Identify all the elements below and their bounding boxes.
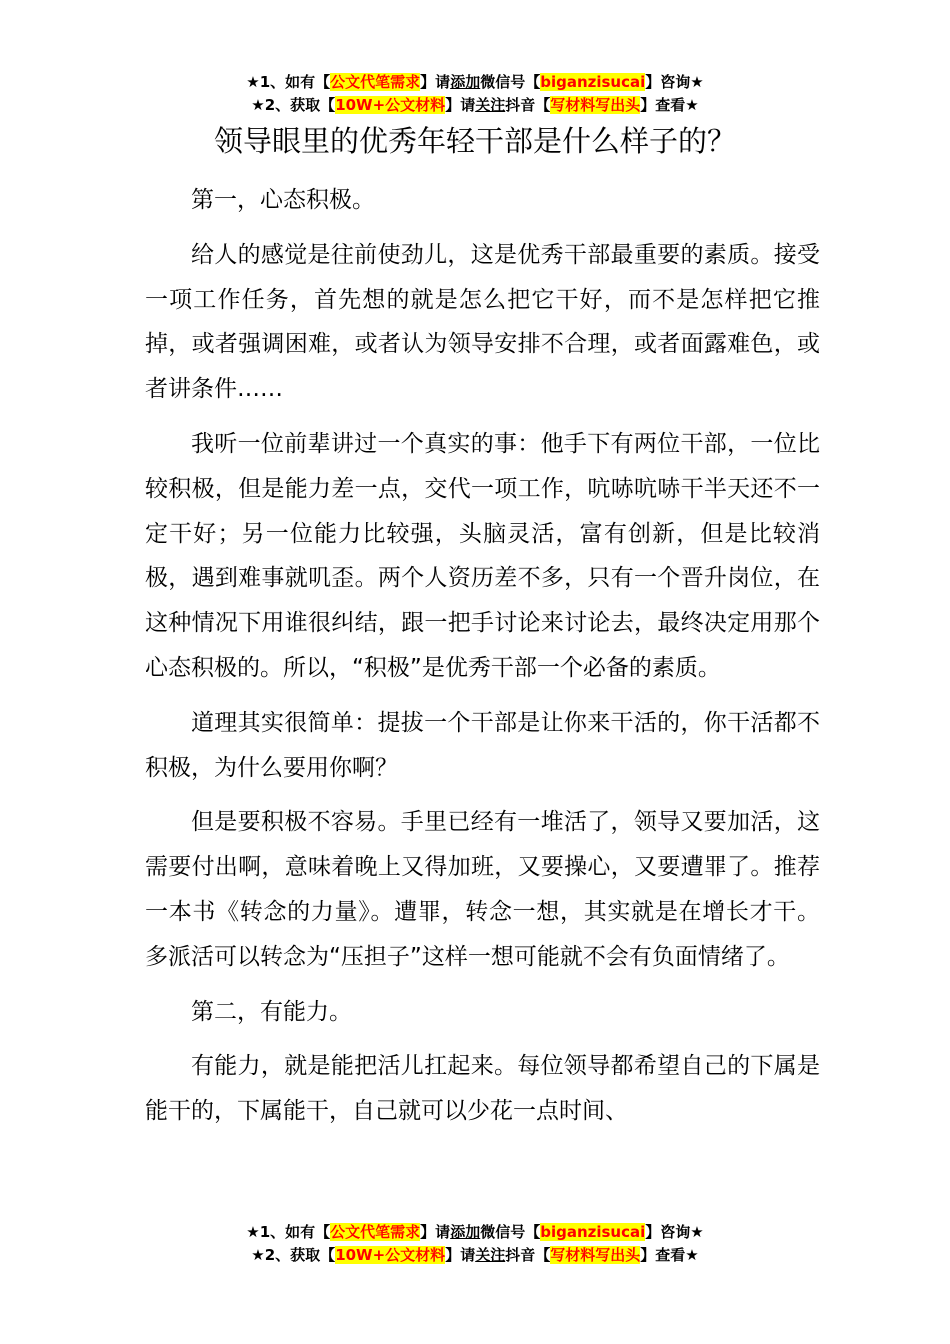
header-banner-line-1 [0, 72, 950, 92]
banner-text: 】请 [445, 1246, 476, 1264]
section-heading: 第二，有能力。 [191, 998, 352, 1025]
paragraph: 我听一位前辈讲过一个真实的事：他手下有两位干部，一位比较积极，但是能力差一点，交代一项工作，吭哧吭哧干半天还不一定干好；另一位能力比较强，头脑灵活，富有创新，但是比较消极，遇到难事就叽歪。两个人资历差不多，只有一个晋升岗位，在这种情况下用谁很纠结，跟一把手讨论来讨论去，最终决定用那个心态积极的。所以，“积极”是优秀干部一个必备的素质。 [145, 430, 820, 681]
banner-text: 】查看★ [640, 96, 699, 114]
document-body [145, 178, 820, 1134]
footer-banner-line-2 [0, 1245, 950, 1265]
paragraph: 但是要积极不容易。手里已经有一堆活了，领导又要加活，这需要付出啊，意味着晚上又得加班，又要操心，又要遭罪了。推荐一本书《转念的力量》。遭罪，转念一想，其实就是在增长才干。多派活可以转念为“压担子”这样一想可能就不会有负面情绪了。 [145, 809, 820, 970]
banner-underlined-text: 关注 [475, 96, 506, 114]
banner-text: 】咨询★ [645, 1223, 704, 1241]
banner-text: 微信号【 [480, 1223, 541, 1241]
banner-underlined-text: 关注 [475, 1246, 506, 1264]
footer-banner-line-1 [0, 1222, 950, 1242]
banner-text: 】请 [445, 96, 476, 114]
paragraph: 道理其实很简单：提拔一个干部是让你来干活的，你干活都不积极，为什么要用你啊？ [145, 709, 820, 781]
banner-text: 抖音【 [505, 1246, 551, 1264]
paragraph: 给人的感觉是往前使劲儿，这是优秀干部最重要的素质。接受一项工作任务，首先想的就是怎么把它干好，而不是怎样把它推掉，或者强调困难，或者认为领导安排不合理，或者面露难色，或者讲条件…… [145, 241, 820, 403]
banner-highlight-service: 公文代笔需求 [330, 1223, 421, 1241]
paragraph: 有能力，就是能把活儿扛起来。每位领导都希望自己的下属是能干的，下属能干，自己就可以少花一点时间、 [145, 1053, 820, 1125]
banner-highlight-wechat-id: biganzisucai [540, 73, 646, 91]
banner-text: ★1、如有【 [246, 73, 331, 91]
banner-text: 】咨询★ [645, 73, 704, 91]
banner-text: 抖音【 [505, 96, 551, 114]
banner-text: 】请 [420, 73, 451, 91]
banner-highlight-douyin-account: 写材料写出头 [550, 96, 641, 114]
header-banner-line-2 [0, 95, 950, 115]
banner-highlight-service: 公文代笔需求 [330, 73, 421, 91]
banner-text: ★2、获取【 [251, 96, 336, 114]
banner-underlined-text: 添加 [450, 73, 481, 91]
banner-highlight-materials: 10W+公文材料 [335, 1246, 446, 1264]
banner-highlight-douyin-account: 写材料写出头 [550, 1246, 641, 1264]
banner-text: 微信号【 [480, 73, 541, 91]
section-heading: 第一，心态积极。 [191, 187, 375, 213]
banner-text: ★1、如有【 [246, 1223, 331, 1241]
banner-text: 】查看★ [640, 1246, 699, 1264]
banner-underlined-text: 添加 [450, 1223, 481, 1241]
banner-highlight-materials: 10W+公文材料 [335, 96, 446, 114]
banner-text: 】请 [420, 1223, 451, 1241]
banner-highlight-wechat-id: biganzisucai [540, 1223, 646, 1241]
banner-text: ★2、获取【 [251, 1246, 336, 1264]
document-title: 领导眼里的优秀年轻干部是什么样子的？ [213, 124, 736, 158]
